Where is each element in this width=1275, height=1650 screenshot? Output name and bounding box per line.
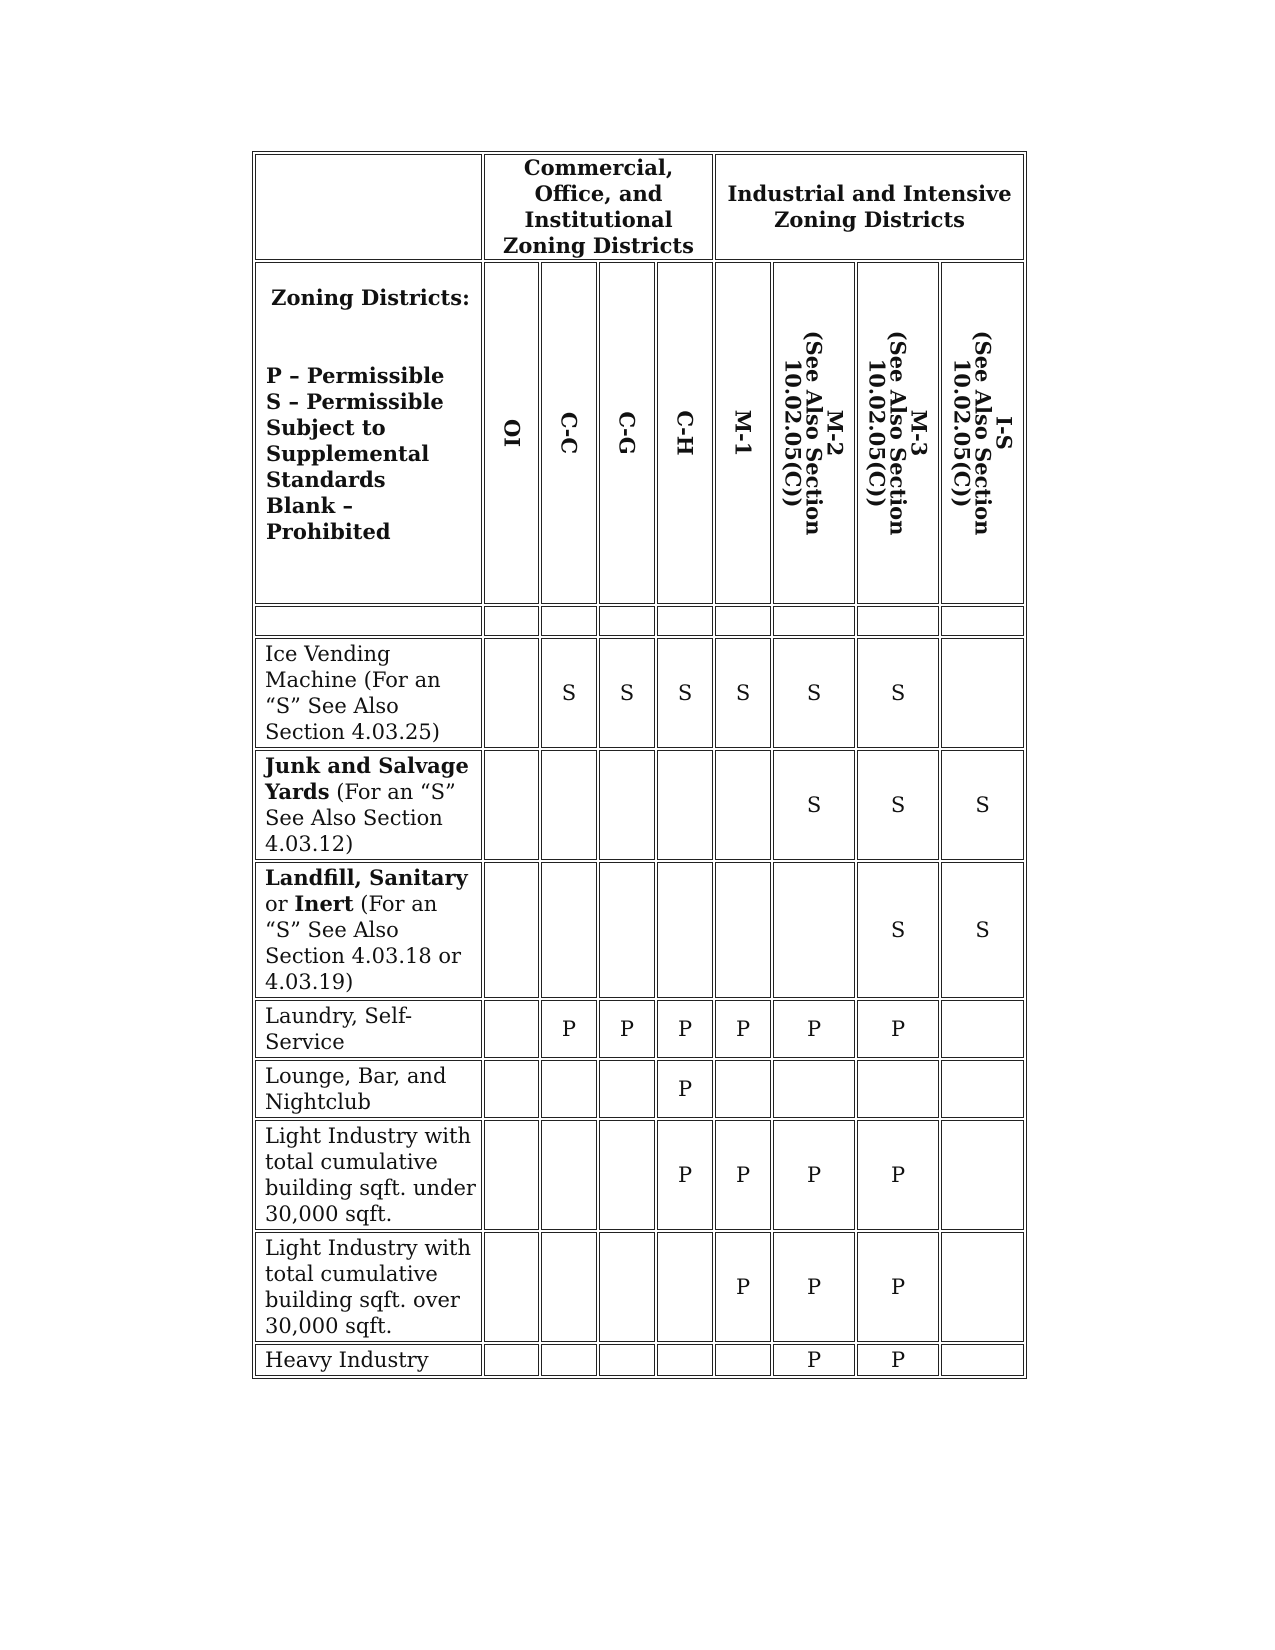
permission-cell: S xyxy=(773,750,855,860)
use-name-text: Laundry, Self-Service xyxy=(265,1004,413,1054)
use-name-text: Lounge, Bar, and Nightclub xyxy=(265,1064,447,1114)
district-note: (See Also Section xyxy=(885,330,911,536)
permission-cell xyxy=(484,1344,539,1376)
permission-cell: S xyxy=(773,638,855,748)
column-header-row xyxy=(255,262,1024,604)
column-header-label xyxy=(730,409,756,457)
use-name-text: Ice Vending Machine (For an “S” See Also Section 4.03.25) xyxy=(265,642,441,744)
permission-cell xyxy=(715,862,771,998)
permission-cell xyxy=(541,1060,597,1118)
use-name-text: Heavy Industry xyxy=(265,1348,429,1372)
column-header-c-h xyxy=(657,262,713,604)
permission-cell: S xyxy=(941,862,1024,998)
permission-cell xyxy=(599,750,655,860)
use-name-text: or Inert (For an “S” See Also Section 4.03.18 or 4.03.19) xyxy=(265,891,462,994)
permission-cell: S xyxy=(857,638,939,748)
permission-cell xyxy=(541,862,597,998)
permission-cell: P xyxy=(773,1344,855,1376)
permission-cell xyxy=(941,1120,1024,1230)
permission-cell: P xyxy=(857,1344,939,1376)
legend-line: S – Permissible xyxy=(266,389,444,414)
permission-cell: P xyxy=(715,1000,771,1058)
legend-line: Prohibited xyxy=(266,519,391,544)
permission-cell xyxy=(857,1060,939,1118)
use-name-cell xyxy=(255,1060,482,1118)
permission-cell: S xyxy=(599,638,655,748)
spacer-row xyxy=(255,606,1024,636)
permission-cell xyxy=(599,1344,655,1376)
column-header-c-g xyxy=(599,262,655,604)
permission-cell xyxy=(484,638,539,748)
column-header-oi xyxy=(484,262,539,604)
column-header-label xyxy=(780,330,848,536)
use-name-bold: Junk and Salvage Yards xyxy=(265,753,469,804)
spacer-cell xyxy=(484,606,539,636)
district-code: M-2 xyxy=(822,409,848,457)
column-header-m-2 xyxy=(773,262,855,604)
table-row xyxy=(255,1232,1024,1342)
spacer-cell xyxy=(857,606,939,636)
district-code: C-G xyxy=(614,411,640,455)
table-row xyxy=(255,1000,1024,1058)
column-header-label xyxy=(556,411,582,455)
district-code: C-H xyxy=(672,410,698,456)
spacer-cell xyxy=(255,606,482,636)
commercial-group-header: Commercial, Office, and Institutional Zoning Districts xyxy=(484,154,713,260)
use-name-cell xyxy=(255,862,482,998)
column-header-label xyxy=(672,410,698,456)
use-name-cell xyxy=(255,750,482,860)
permission-cell: S xyxy=(857,862,939,998)
spacer-cell xyxy=(599,606,655,636)
district-note: (See Also Section xyxy=(970,330,996,536)
use-name-bold-inline: Inert xyxy=(294,891,354,916)
legend-line: Standards xyxy=(266,467,386,492)
table-row xyxy=(255,638,1024,748)
spacer-cell xyxy=(541,606,597,636)
column-header-label xyxy=(501,419,522,447)
permission-cell xyxy=(657,750,713,860)
permission-cell xyxy=(657,1232,713,1342)
column-header-c-c xyxy=(541,262,597,604)
permission-cell xyxy=(941,1060,1024,1118)
permission-cell xyxy=(715,1060,771,1118)
permission-cell xyxy=(715,750,771,860)
legend-line: Blank – xyxy=(266,493,353,518)
permission-cell: S xyxy=(541,638,597,748)
spacer-cell xyxy=(657,606,713,636)
use-name-text: (For an “S” See Also Section 4.03.12) xyxy=(265,780,456,856)
permission-cell xyxy=(657,1344,713,1376)
permission-cell xyxy=(541,1232,597,1342)
legend-line: Subject to xyxy=(266,415,386,440)
permission-cell xyxy=(599,1060,655,1118)
permission-cell xyxy=(599,1232,655,1342)
permission-cell xyxy=(773,1060,855,1118)
district-code: C-C xyxy=(556,411,582,455)
permission-cell: P xyxy=(773,1232,855,1342)
permission-cell xyxy=(484,1000,539,1058)
permission-cell xyxy=(484,1120,539,1230)
column-header-m-3 xyxy=(857,262,939,604)
use-name-text: Light Industry with total cumulative building sqft. over 30,000 sqft. xyxy=(265,1236,471,1338)
zoning-use-table xyxy=(252,151,1027,1379)
permission-cell: P xyxy=(657,1000,713,1058)
permission-cell xyxy=(941,1232,1024,1342)
permission-cell xyxy=(657,862,713,998)
table-row xyxy=(255,1060,1024,1118)
permission-cell: P xyxy=(773,1120,855,1230)
permission-cell: S xyxy=(657,638,713,748)
permission-cell: P xyxy=(715,1232,771,1342)
permission-cell xyxy=(484,862,539,998)
table-row xyxy=(255,1120,1024,1230)
use-name-cell xyxy=(255,638,482,748)
permission-cell xyxy=(773,862,855,998)
spacer-cell xyxy=(715,606,771,636)
permission-cell: P xyxy=(715,1120,771,1230)
district-note-section: 10.02.05(C)) xyxy=(949,358,975,508)
legend-cell xyxy=(255,262,482,604)
legend-line: Supplemental xyxy=(266,441,430,466)
permission-cell xyxy=(484,1232,539,1342)
permission-cell: S xyxy=(941,750,1024,860)
permission-cell: P xyxy=(857,1000,939,1058)
use-name-cell xyxy=(255,1344,482,1376)
permission-cell: P xyxy=(857,1120,939,1230)
district-code: OI xyxy=(499,418,524,448)
column-header-label xyxy=(864,330,932,536)
industrial-group-header: Industrial and Intensive Zoning Districts xyxy=(715,154,1024,260)
use-name-cell xyxy=(255,1120,482,1230)
permission-cell: P xyxy=(599,1000,655,1058)
district-code: I-S xyxy=(991,416,1017,450)
blank-corner-cell xyxy=(255,154,482,260)
permission-cell xyxy=(541,1120,597,1230)
district-code: M-3 xyxy=(906,409,932,457)
spacer-cell xyxy=(773,606,855,636)
permission-cell xyxy=(941,638,1024,748)
permission-cell xyxy=(941,1344,1024,1376)
permission-cell: P xyxy=(773,1000,855,1058)
table-row xyxy=(255,862,1024,998)
table-row xyxy=(255,1344,1024,1376)
column-header-label xyxy=(949,330,1017,536)
column-header-m-1 xyxy=(715,262,771,604)
use-name-bold: Landfill, Sanitary xyxy=(265,865,468,890)
district-note-section: 10.02.05(C)) xyxy=(780,358,806,508)
use-name-cell xyxy=(255,1232,482,1342)
permission-cell xyxy=(599,1120,655,1230)
permission-cell xyxy=(715,1344,771,1376)
permission-cell: P xyxy=(657,1120,713,1230)
permission-cell: S xyxy=(857,750,939,860)
permission-cell xyxy=(484,750,539,860)
district-note: (See Also Section xyxy=(801,330,827,536)
district-code: M-1 xyxy=(730,409,756,457)
spacer-cell xyxy=(941,606,1024,636)
column-header-i-s xyxy=(941,262,1024,604)
permission-cell xyxy=(484,1060,539,1118)
group-header-row xyxy=(255,154,1024,260)
column-header-label xyxy=(614,411,640,455)
district-note-section: 10.02.05(C)) xyxy=(864,358,890,508)
legend-title: Zoning Districts: xyxy=(271,285,470,310)
permission-cell xyxy=(541,1344,597,1376)
use-name-cell xyxy=(255,1000,482,1058)
permission-cell xyxy=(941,1000,1024,1058)
use-name-text: Light Industry with total cumulative building sqft. under 30,000 sqft. xyxy=(265,1124,476,1226)
permission-cell: P xyxy=(857,1232,939,1342)
legend-line: P – Permissible xyxy=(266,363,445,388)
table-row xyxy=(255,750,1024,860)
permission-cell xyxy=(599,862,655,998)
permission-cell: P xyxy=(541,1000,597,1058)
permission-cell: S xyxy=(715,638,771,748)
permission-cell: P xyxy=(657,1060,713,1118)
permission-cell xyxy=(541,750,597,860)
